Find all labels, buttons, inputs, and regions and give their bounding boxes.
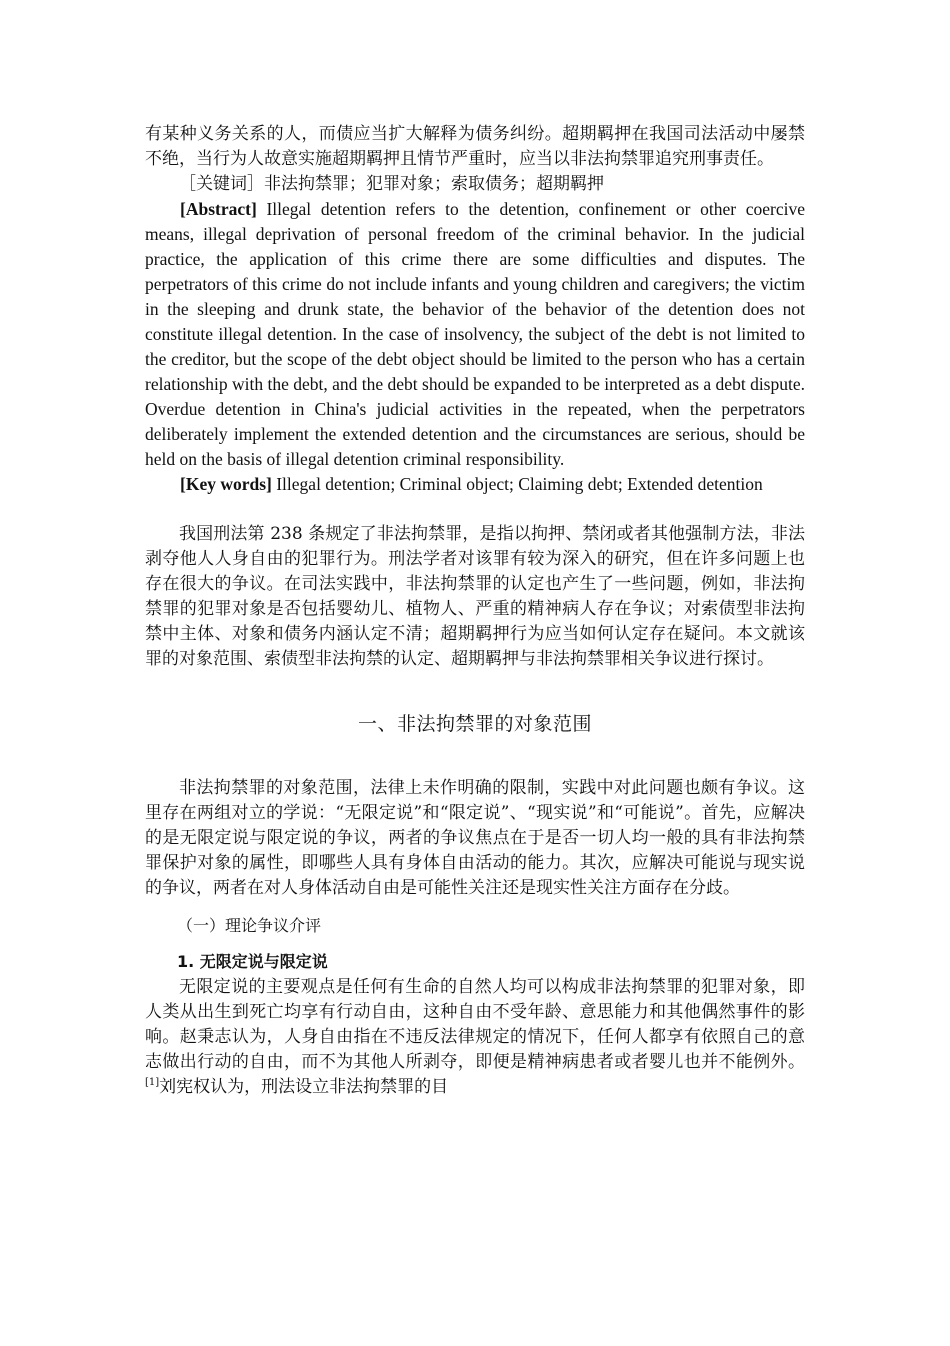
subsection-heading: （一）理论争议介评 [177,916,322,935]
introduction-paragraph: 我国刑法第 238 条规定了非法拘禁罪，是指以拘押、禁闭或者其他强制方法，非法剥夺他人人身自由的犯罪行为。刑法学者对该罪有较为深入的研究，但在许多问题上也存在很大的争议。在司法实践中，非法拘禁罪的认定也产生了一些问题，例如，非法拘禁罪的犯罪对象是否包括婴幼儿、植物人、严重的精神病人存在争议；对索债型非法拘禁中主体、对象和债务内涵认定不清；超期羁押行为应当如何认定存在疑问。本文就该罪的对象范围、索债型非法拘禁的认定、超期羁押与非法拘禁罪相关争议进行探讨。 [145,524,805,669]
chinese-keywords [145,172,805,197]
english-keywords-text: Illegal detention; Criminal object; Claiming debt; Extended detention [271,474,763,494]
body-paragraph [145,975,805,1100]
chinese-abstract-continuation: 有某种义务关系的人，而债应当扩大解释为债务纠纷。超期羁押在我国司法活动中屡禁不绝，当行为人故意实施超期羁押且情节严重时，应当以非法拘禁罪追究刑事责任。 [145,124,805,169]
citation-reference[interactable]: [1] [145,1077,160,1088]
english-abstract-label: [Abstract] [180,199,257,219]
body-paragraph-text: 无限定说的主要观点是任何有生命的自然人均可以构成非法拘禁罪的犯罪对象，即人类从出生到死亡均享有行动自由，这种自由不受年龄、意思能力和其他偶然事件的影响。赵秉志认为，人身自由指在不违反法律规定的情况下，任何人都享有依照自己的意志做出行动的自由，而不为其他人所剥夺，即便是精神病患者或者婴儿也并不能例外。 [145,977,805,1072]
english-abstract [145,197,805,472]
english-keywords [145,472,805,497]
section-heading: 一、非法拘禁罪的对象范围 [357,713,592,735]
english-keywords-label: [Key words] [180,474,272,494]
chinese-keywords-label: ［关键词］ [179,174,264,194]
body-paragraph-text-continued: 刘宪权认为，刑法设立非法拘禁罪的目 [159,1077,449,1097]
document-page [145,122,805,1100]
subsubsection-heading: 1. 无限定说与限定说 [177,952,328,971]
section-paragraph: 非法拘禁罪的对象范围，法律上未作明确的限制，实践中对此问题也颇有争议。这里存在两组对立的学说：“无限定说”和“限定说”、“现实说”和“可能说”。首先，应解决的是无限定说与限定说的争议，两者的争议焦点在于是否一切人均一般的具有非法拘禁罪保护对象的属性，即哪些人具有身体自由活动的能力。其次，应解决可能说与现实说的争议，两者在对人身体活动自由是可能性关注还是现实性关注方面存在分歧。 [145,778,805,898]
chinese-keywords-text: 非法拘禁罪；犯罪对象；索取债务；超期羁押 [264,174,604,194]
english-abstract-text: Illegal detention refers to the detention, confinement or other coercive means, illegal deprivation of personal freedom of the criminal behavior. In the judicial practice, the application of this crime there are some difficulties and disputes. The perpetrators of this crime do not include infants and young children and caregivers; the victim in the sleeping and drunk state, the behavior of the behavior of the detention does not constitute illegal detention. In the case of insolvency, the subject of the debt is not limited to the creditor, but the scope of the debt object should be limited to the person who has a certain relationship with the debt, and the debt should be expanded to be interpreted as a debt dispute. Overdue detention in China's judicial activities in the repeated, when the perpetrators deliberately implement the extended detention and the circumstances are serious, should be held on the basis of illegal detention criminal responsibility. [145,199,805,469]
